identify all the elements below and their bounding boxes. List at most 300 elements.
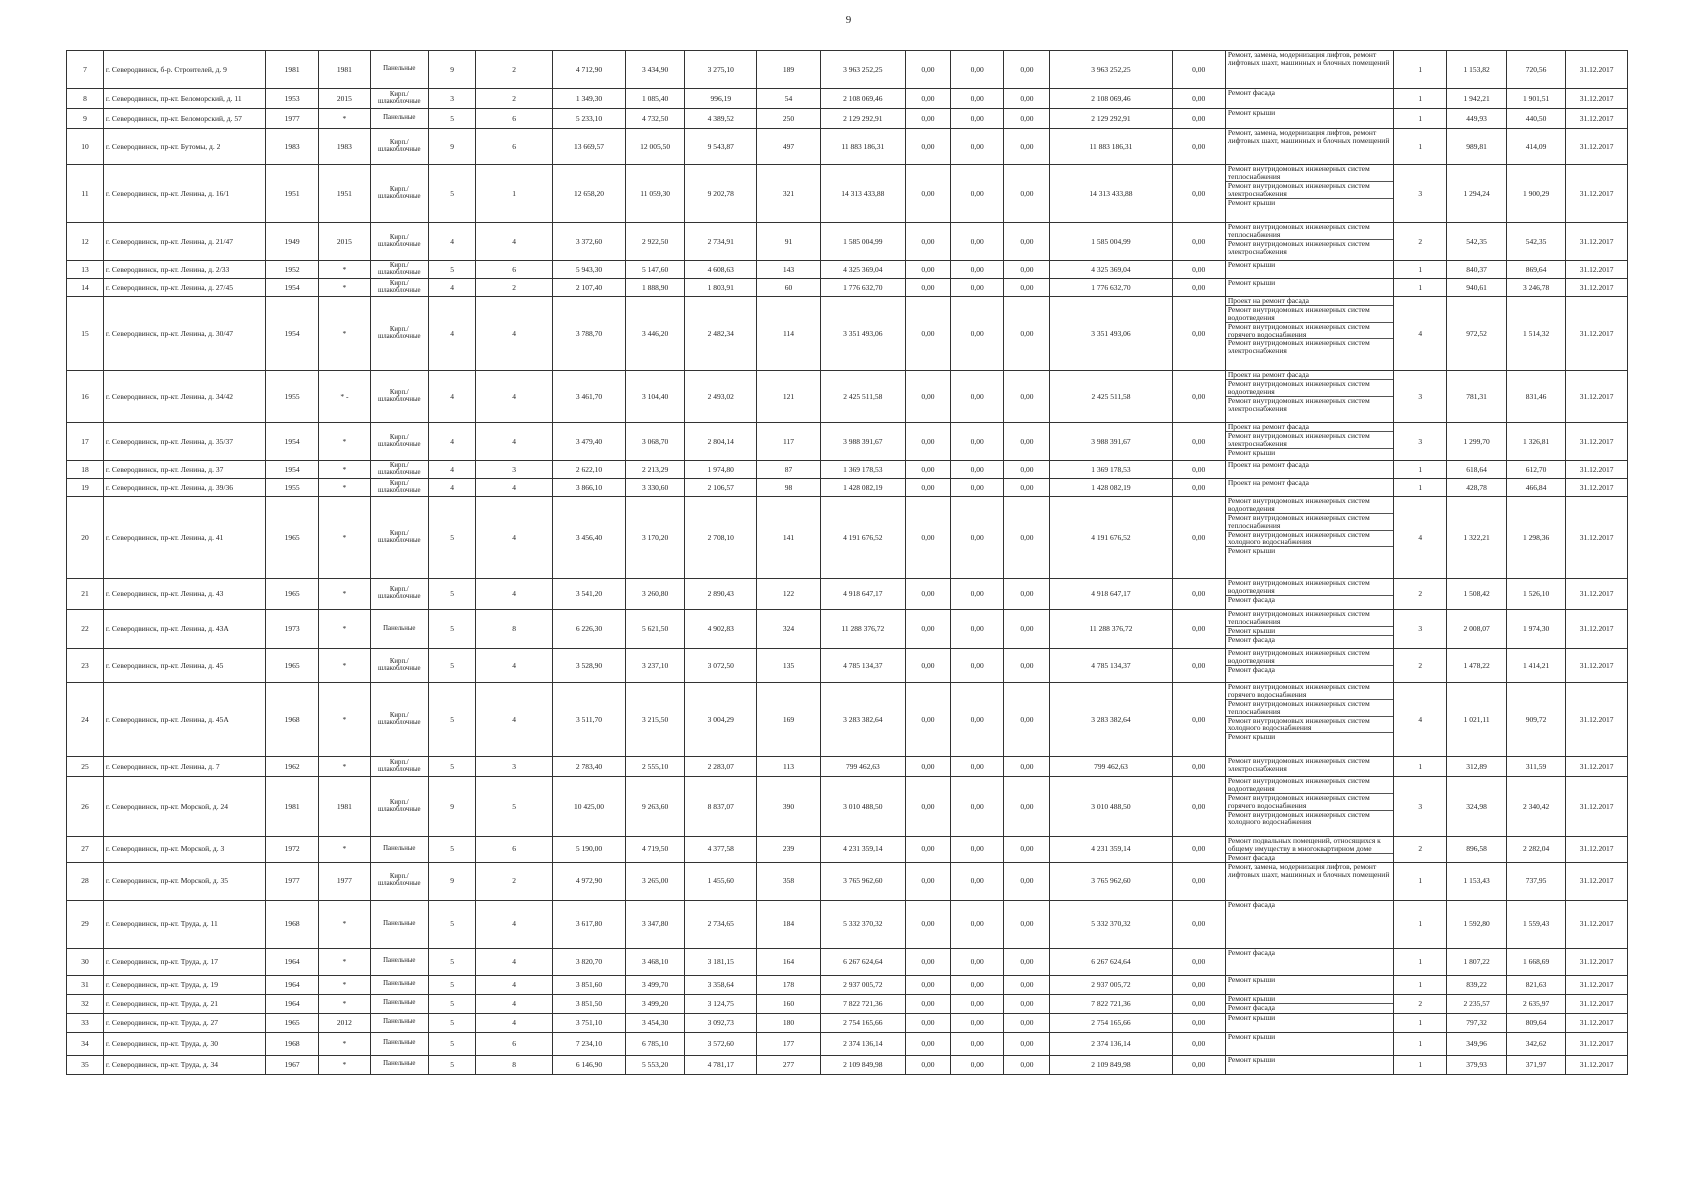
cell-living-area: 3 170,20: [625, 497, 684, 579]
cell-wall-material: Кирп./шлакоблочные: [370, 223, 428, 261]
cell-row-number: 13: [67, 261, 104, 279]
cell-federal-funds: 0,00: [905, 165, 950, 223]
cell-deadline: 31.12.2017: [1566, 862, 1628, 900]
cell-unit-cost: 2 008,07: [1447, 610, 1506, 649]
cell-address: г. Северодвинск, пр-кт. Ленина, д. 43А: [103, 610, 265, 649]
work-item: Ремонт внутридомовых инженерных систем теплоснабжения: [1226, 514, 1393, 531]
cell-owner-funds: 5 332 370,32: [1050, 900, 1172, 948]
cell-row-number: 23: [67, 649, 104, 683]
cell-year-built: 1954: [265, 297, 318, 371]
table-row: [67, 1055, 1628, 1074]
cell-owner-funds: 2 937 005,72: [1050, 975, 1172, 994]
cell-regional-funds: 0,00: [951, 948, 1004, 975]
cell-works-count: 1: [1394, 109, 1447, 129]
cell-wall-material: Кирп./шлакоблочные: [370, 862, 428, 900]
cell-municipal-funds: 0,00: [1004, 51, 1050, 89]
cell-living-area: 3 468,10: [625, 948, 684, 975]
cell-row-number: 20: [67, 497, 104, 579]
cell-deadline: 31.12.2017: [1566, 261, 1628, 279]
cell-residents: 184: [757, 900, 821, 948]
cell-works-count: 1: [1394, 900, 1447, 948]
cell-regional-funds: 0,00: [951, 461, 1004, 479]
cell-total-area: 10 425,00: [553, 777, 626, 837]
cell-residents: 160: [757, 994, 821, 1013]
cell-entrances: 4: [476, 975, 553, 994]
cell-entrances: 4: [476, 371, 553, 423]
cell-owner-funds: 2 425 511,58: [1050, 371, 1172, 423]
cell-total-cost: 4 918 647,17: [820, 579, 905, 610]
cell-address: г. Северодвинск, пр-кт. Труда, д. 30: [103, 1032, 265, 1055]
cell-total-area: 3 751,10: [553, 1013, 626, 1032]
cell-total-area: 3 528,90: [553, 649, 626, 683]
cell-unit-cost: 1 021,11: [1447, 683, 1506, 757]
cell-wall-material: Панельные: [370, 109, 428, 129]
cell-municipal-funds: 0,00: [1004, 109, 1050, 129]
cell-max-unit-cost: 737,95: [1506, 862, 1565, 900]
cell-deadline: 31.12.2017: [1566, 837, 1628, 863]
cell-year-renovated: *: [319, 683, 370, 757]
cell-works-count: 2: [1394, 994, 1447, 1013]
table-row: [67, 900, 1628, 948]
cell-floors: 5: [429, 1032, 476, 1055]
cell-floors: 5: [429, 683, 476, 757]
cell-deadline: 31.12.2017: [1566, 1013, 1628, 1032]
cell-federal-funds: 0,00: [905, 261, 950, 279]
cell-entrances: 6: [476, 261, 553, 279]
cell-federal-funds: 0,00: [905, 994, 950, 1013]
cell-unit-cost: 379,93: [1447, 1055, 1506, 1074]
cell-residents: 180: [757, 1013, 821, 1032]
cell-year-built: 1981: [265, 51, 318, 89]
cell-total-cost: 14 313 433,88: [820, 165, 905, 223]
cell-row-number: 19: [67, 479, 104, 497]
cell-floors: 4: [429, 461, 476, 479]
cell-floors: 5: [429, 948, 476, 975]
cell-residents: 114: [757, 297, 821, 371]
cell-max-unit-cost: 831,46: [1506, 371, 1565, 423]
cell-total-cost: 2 109 849,98: [820, 1055, 905, 1074]
cell-living-area: 2 922,50: [625, 223, 684, 261]
work-item: Проект на ремонт фасада: [1227, 478, 1309, 487]
cell-address: г. Северодвинск, пр-кт. Ленина, д. 43: [103, 579, 265, 610]
work-item: Ремонт внутридомовых инженерных систем водоотведения: [1226, 579, 1393, 596]
cell-floors: 4: [429, 223, 476, 261]
work-item: Ремонт фасада: [1227, 900, 1275, 909]
cell-row-number: 32: [67, 994, 104, 1013]
cell-living-area: 3 499,20: [625, 994, 684, 1013]
cell-other-funds: 0,00: [1172, 1055, 1225, 1074]
cell-address: г. Северодвинск, пр-кт. Труда, д. 17: [103, 948, 265, 975]
cell-federal-funds: 0,00: [905, 777, 950, 837]
cell-max-unit-cost: 612,70: [1506, 461, 1565, 479]
cell-living-area: 1 085,40: [625, 89, 684, 109]
cell-other-funds: 0,00: [1172, 649, 1225, 683]
cell-regional-funds: 0,00: [951, 497, 1004, 579]
cell-municipal-funds: 0,00: [1004, 423, 1050, 461]
cell-municipal-funds: 0,00: [1004, 1013, 1050, 1032]
cell-private-area: 2 734,65: [685, 900, 757, 948]
cell-owner-funds: 1 585 004,99: [1050, 223, 1172, 261]
cell-federal-funds: 0,00: [905, 423, 950, 461]
cell-works-count: 1: [1394, 261, 1447, 279]
work-item: Проект на ремонт фасада: [1226, 297, 1393, 306]
cell-total-cost: 3 010 488,50: [820, 777, 905, 837]
cell-works: [1225, 423, 1393, 461]
cell-owner-funds: 3 963 252,25: [1050, 51, 1172, 89]
table-row: [67, 223, 1628, 261]
cell-private-area: 4 389,52: [685, 109, 757, 129]
cell-wall-material: Кирп./шлакоблочные: [370, 461, 428, 479]
cell-owner-funds: 7 822 721,36: [1050, 994, 1172, 1013]
cell-max-unit-cost: 1 901,51: [1506, 89, 1565, 109]
cell-deadline: 31.12.2017: [1566, 579, 1628, 610]
table-row: [67, 1032, 1628, 1055]
cell-works-count: 3: [1394, 777, 1447, 837]
cell-year-built: 1954: [265, 423, 318, 461]
cell-municipal-funds: 0,00: [1004, 757, 1050, 777]
cell-year-built: 1968: [265, 900, 318, 948]
cell-owner-funds: 2 754 165,66: [1050, 1013, 1172, 1032]
cell-year-renovated: *: [319, 109, 370, 129]
cell-entrances: 2: [476, 279, 553, 297]
cell-max-unit-cost: 2 635,97: [1506, 994, 1565, 1013]
cell-unit-cost: 1 322,21: [1447, 497, 1506, 579]
cell-max-unit-cost: 1 414,21: [1506, 649, 1565, 683]
cell-total-area: 13 669,57: [553, 129, 626, 165]
cell-living-area: 5 553,20: [625, 1055, 684, 1074]
work-item: Ремонт внутридомовых инженерных систем теплоснабжения: [1226, 610, 1393, 627]
cell-works-count: 3: [1394, 371, 1447, 423]
cell-wall-material: Кирп./шлакоблочные: [370, 777, 428, 837]
cell-row-number: 11: [67, 165, 104, 223]
cell-year-renovated: 2012: [319, 1013, 370, 1032]
cell-works: [1225, 683, 1393, 757]
cell-year-built: 1968: [265, 1032, 318, 1055]
table-row: [67, 279, 1628, 297]
cell-works-count: 3: [1394, 423, 1447, 461]
cell-total-cost: 2 425 511,58: [820, 371, 905, 423]
cell-private-area: 2 283,07: [685, 757, 757, 777]
cell-other-funds: 0,00: [1172, 837, 1225, 863]
cell-deadline: 31.12.2017: [1566, 994, 1628, 1013]
work-item: Ремонт фасада: [1227, 594, 1275, 604]
cell-total-area: 3 788,70: [553, 297, 626, 371]
cell-other-funds: 0,00: [1172, 948, 1225, 975]
cell-private-area: 9 202,78: [685, 165, 757, 223]
cell-owner-funds: 3 283 382,64: [1050, 683, 1172, 757]
cell-living-area: 3 265,00: [625, 862, 684, 900]
cell-total-cost: 2 108 069,46: [820, 89, 905, 109]
cell-total-area: 5 233,10: [553, 109, 626, 129]
cell-regional-funds: 0,00: [951, 757, 1004, 777]
cell-year-built: 1965: [265, 1013, 318, 1032]
cell-total-cost: 3 765 962,60: [820, 862, 905, 900]
work-item: Ремонт крыши: [1226, 627, 1393, 636]
cell-total-cost: 4 231 359,14: [820, 837, 905, 863]
cell-municipal-funds: 0,00: [1004, 649, 1050, 683]
cell-works: [1225, 461, 1393, 479]
cell-floors: 5: [429, 497, 476, 579]
cell-regional-funds: 0,00: [951, 777, 1004, 837]
cell-wall-material: Кирп./шлакоблочные: [370, 297, 428, 371]
cell-unit-cost: 2 235,57: [1447, 994, 1506, 1013]
cell-year-renovated: *: [319, 461, 370, 479]
cell-entrances: 4: [476, 497, 553, 579]
cell-living-area: 2 213,29: [625, 461, 684, 479]
cell-works: [1225, 1013, 1393, 1032]
cell-regional-funds: 0,00: [951, 1032, 1004, 1055]
cell-regional-funds: 0,00: [951, 129, 1004, 165]
cell-max-unit-cost: 2 282,04: [1506, 837, 1565, 863]
cell-private-area: 4 608,63: [685, 261, 757, 279]
cell-wall-material: Кирп./шлакоблочные: [370, 371, 428, 423]
cell-living-area: 11 059,30: [625, 165, 684, 223]
cell-owner-funds: 4 918 647,17: [1050, 579, 1172, 610]
cell-regional-funds: 0,00: [951, 975, 1004, 994]
cell-year-built: 1968: [265, 683, 318, 757]
cell-private-area: 2 708,10: [685, 497, 757, 579]
table-row: [67, 948, 1628, 975]
cell-federal-funds: 0,00: [905, 948, 950, 975]
cell-year-renovated: 2015: [319, 89, 370, 109]
work-item: Ремонт крыши: [1227, 975, 1276, 984]
cell-residents: 135: [757, 649, 821, 683]
cell-max-unit-cost: 1 298,36: [1506, 497, 1565, 579]
cell-regional-funds: 0,00: [951, 837, 1004, 863]
work-item: Ремонт фасада: [1227, 852, 1275, 862]
cell-unit-cost: 1 508,42: [1447, 579, 1506, 610]
cell-works: [1225, 261, 1393, 279]
cell-other-funds: 0,00: [1172, 683, 1225, 757]
cell-year-renovated: *: [319, 1032, 370, 1055]
cell-other-funds: 0,00: [1172, 757, 1225, 777]
table-row: [67, 757, 1628, 777]
cell-federal-funds: 0,00: [905, 129, 950, 165]
cell-municipal-funds: 0,00: [1004, 497, 1050, 579]
cell-deadline: 31.12.2017: [1566, 51, 1628, 89]
cell-unit-cost: 1 294,24: [1447, 165, 1506, 223]
cell-year-renovated: *: [319, 757, 370, 777]
cell-address: г. Северодвинск, пр-кт. Ленина, д. 2/33: [103, 261, 265, 279]
cell-floors: 5: [429, 837, 476, 863]
cell-wall-material: Панельные: [370, 975, 428, 994]
cell-works-count: 1: [1394, 948, 1447, 975]
cell-floors: 4: [429, 371, 476, 423]
cell-year-built: 1964: [265, 948, 318, 975]
cell-works-count: 4: [1394, 497, 1447, 579]
cell-living-area: 1 888,90: [625, 279, 684, 297]
cell-works: [1225, 497, 1393, 579]
cell-living-area: 12 005,50: [625, 129, 684, 165]
cell-federal-funds: 0,00: [905, 297, 950, 371]
cell-unit-cost: 940,61: [1447, 279, 1506, 297]
cell-private-area: 1 974,80: [685, 461, 757, 479]
cell-floors: 9: [429, 129, 476, 165]
cell-other-funds: 0,00: [1172, 777, 1225, 837]
cell-deadline: 31.12.2017: [1566, 165, 1628, 223]
cell-works: [1225, 129, 1393, 165]
table-row: [67, 371, 1628, 423]
work-item: Ремонт внутридомовых инженерных систем теплоснабжения: [1226, 223, 1393, 240]
cell-total-area: 3 851,50: [553, 994, 626, 1013]
cell-row-number: 25: [67, 757, 104, 777]
cell-wall-material: Панельные: [370, 1032, 428, 1055]
cell-year-renovated: 1983: [319, 129, 370, 165]
cell-address: г. Северодвинск, пр-кт. Ленина, д. 7: [103, 757, 265, 777]
cell-max-unit-cost: 1 526,10: [1506, 579, 1565, 610]
cell-works-count: 1: [1394, 1055, 1447, 1074]
cell-other-funds: 0,00: [1172, 579, 1225, 610]
cell-regional-funds: 0,00: [951, 862, 1004, 900]
work-item: Ремонт, замена, модернизация лифтов, ремонт лифтовых шахт, машинных и блочных помещений: [1227, 862, 1390, 879]
cell-municipal-funds: 0,00: [1004, 89, 1050, 109]
cell-private-area: 9 543,87: [685, 129, 757, 165]
cell-total-cost: 2 374 136,14: [820, 1032, 905, 1055]
cell-private-area: 3 092,73: [685, 1013, 757, 1032]
cell-other-funds: 0,00: [1172, 900, 1225, 948]
cell-row-number: 26: [67, 777, 104, 837]
cell-entrances: 6: [476, 1032, 553, 1055]
cell-entrances: 2: [476, 89, 553, 109]
cell-regional-funds: 0,00: [951, 297, 1004, 371]
cell-regional-funds: 0,00: [951, 649, 1004, 683]
cell-max-unit-cost: 311,59: [1506, 757, 1565, 777]
cell-owner-funds: 799 462,63: [1050, 757, 1172, 777]
cell-residents: 113: [757, 757, 821, 777]
cell-works: [1225, 862, 1393, 900]
cell-unit-cost: 839,22: [1447, 975, 1506, 994]
cell-wall-material: Кирп./шлакоблочные: [370, 683, 428, 757]
cell-living-area: 3 434,90: [625, 51, 684, 89]
cell-entrances: 4: [476, 479, 553, 497]
table-row: [67, 297, 1628, 371]
cell-entrances: 2: [476, 51, 553, 89]
work-item: Ремонт подвальных помещений, относящихся к общему имуществу в многоквартирном доме: [1226, 837, 1393, 854]
cell-row-number: 33: [67, 1013, 104, 1032]
cell-entrances: 4: [476, 223, 553, 261]
cell-year-renovated: *: [319, 948, 370, 975]
cell-residents: 117: [757, 423, 821, 461]
cell-private-area: 3 072,50: [685, 649, 757, 683]
work-item: Ремонт внутридомовых инженерных систем горячего водоснабжения: [1226, 323, 1393, 340]
cell-row-number: 24: [67, 683, 104, 757]
cell-private-area: 1 455,60: [685, 862, 757, 900]
work-item: Ремонт фасада: [1227, 1002, 1275, 1012]
work-item: Ремонт, замена, модернизация лифтов, ремонт лифтовых шахт, машинных и блочных помещений: [1227, 50, 1390, 67]
cell-total-area: 5 943,30: [553, 261, 626, 279]
cell-residents: 390: [757, 777, 821, 837]
cell-max-unit-cost: 414,09: [1506, 129, 1565, 165]
cell-other-funds: 0,00: [1172, 479, 1225, 497]
cell-total-cost: 3 283 382,64: [820, 683, 905, 757]
cell-total-cost: 799 462,63: [820, 757, 905, 777]
cell-living-area: 3 499,70: [625, 975, 684, 994]
cell-federal-funds: 0,00: [905, 1055, 950, 1074]
cell-wall-material: Кирп./шлакоблочные: [370, 261, 428, 279]
cell-floors: 5: [429, 1013, 476, 1032]
work-item: Ремонт внутридомовых инженерных систем электроснабжения: [1226, 432, 1393, 449]
cell-address: г. Северодвинск, пр-кт. Ленина, д. 35/37: [103, 423, 265, 461]
cell-municipal-funds: 0,00: [1004, 261, 1050, 279]
cell-private-area: 3 275,10: [685, 51, 757, 89]
work-item: Ремонт внутридомовых инженерных систем электроснабжения: [1227, 238, 1370, 256]
cell-total-area: 7 234,10: [553, 1032, 626, 1055]
cell-other-funds: 0,00: [1172, 975, 1225, 994]
cell-works-count: 1: [1394, 51, 1447, 89]
cell-wall-material: Кирп./шлакоблочные: [370, 129, 428, 165]
cell-other-funds: 0,00: [1172, 371, 1225, 423]
cell-wall-material: Кирп./шлакоблочные: [370, 279, 428, 297]
cell-works: [1225, 777, 1393, 837]
cell-unit-cost: 781,31: [1447, 371, 1506, 423]
cell-max-unit-cost: 909,72: [1506, 683, 1565, 757]
table-row: [67, 165, 1628, 223]
table-row: [67, 1013, 1628, 1032]
cell-residents: 122: [757, 579, 821, 610]
cell-works: [1225, 900, 1393, 948]
cell-living-area: 3 260,80: [625, 579, 684, 610]
work-item: Ремонт крыши: [1227, 108, 1276, 117]
cell-floors: 4: [429, 479, 476, 497]
table-row: [67, 683, 1628, 757]
cell-address: г. Северодвинск, пр-кт. Труда, д. 27: [103, 1013, 265, 1032]
cell-owner-funds: 3 988 391,67: [1050, 423, 1172, 461]
cell-wall-material: Панельные: [370, 1013, 428, 1032]
cell-works: [1225, 479, 1393, 497]
cell-works: [1225, 279, 1393, 297]
work-item: Ремонт крыши: [1227, 260, 1276, 269]
cell-regional-funds: 0,00: [951, 165, 1004, 223]
cell-residents: 60: [757, 279, 821, 297]
cell-residents: 497: [757, 129, 821, 165]
cell-municipal-funds: 0,00: [1004, 579, 1050, 610]
cell-works-count: 4: [1394, 683, 1447, 757]
cell-year-renovated: *: [319, 649, 370, 683]
cell-unit-cost: 972,52: [1447, 297, 1506, 371]
cell-regional-funds: 0,00: [951, 89, 1004, 109]
cell-total-area: 3 456,40: [553, 497, 626, 579]
cell-municipal-funds: 0,00: [1004, 610, 1050, 649]
work-item: Ремонт крыши: [1227, 1032, 1276, 1041]
cell-other-funds: 0,00: [1172, 89, 1225, 109]
cell-regional-funds: 0,00: [951, 900, 1004, 948]
work-item: Ремонт внутридомовых инженерных систем холодного водоснабжения: [1226, 531, 1393, 548]
cell-entrances: 8: [476, 1055, 553, 1074]
cell-year-renovated: *: [319, 497, 370, 579]
cell-regional-funds: 0,00: [951, 223, 1004, 261]
cell-year-renovated: *: [319, 837, 370, 863]
work-item: Ремонт, замена, модернизация лифтов, ремонт лифтовых шахт, машинных и блочных помещений: [1227, 128, 1390, 145]
cell-owner-funds: 1 428 082,19: [1050, 479, 1172, 497]
cell-total-area: 2 107,40: [553, 279, 626, 297]
work-item: Ремонт внутридомовых инженерных систем теплоснабжения: [1226, 165, 1393, 182]
cell-max-unit-cost: 466,84: [1506, 479, 1565, 497]
cell-address: г. Северодвинск, пр-кт. Ленина, д. 34/42: [103, 371, 265, 423]
cell-works-count: 3: [1394, 165, 1447, 223]
cell-federal-funds: 0,00: [905, 757, 950, 777]
cell-living-area: 2 555,10: [625, 757, 684, 777]
cell-year-renovated: *: [319, 610, 370, 649]
cell-total-area: 2 622,10: [553, 461, 626, 479]
cell-row-number: 22: [67, 610, 104, 649]
work-item: Ремонт фасада: [1227, 948, 1275, 957]
cell-entrances: 4: [476, 683, 553, 757]
cell-address: г. Северодвинск, пр-кт. Беломорский, д. 57: [103, 109, 265, 129]
cell-federal-funds: 0,00: [905, 223, 950, 261]
cell-owner-funds: 3 010 488,50: [1050, 777, 1172, 837]
cell-works: [1225, 837, 1393, 863]
cell-address: г. Северодвинск, пр-кт. Ленина, д. 45А: [103, 683, 265, 757]
